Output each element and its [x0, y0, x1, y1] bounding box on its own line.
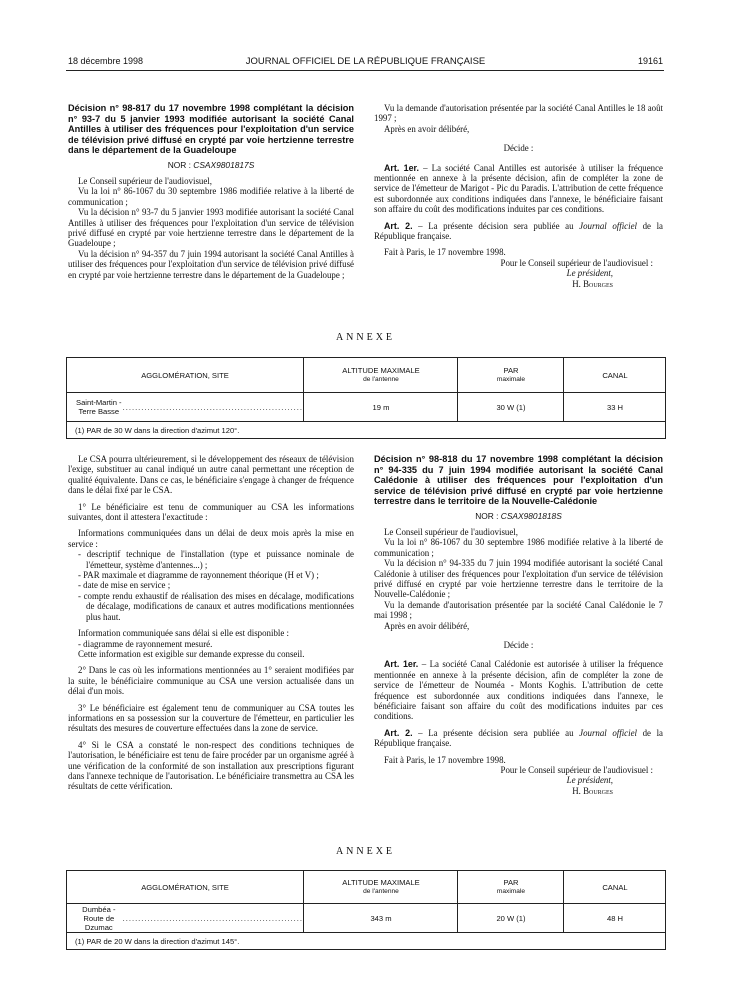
decision-2-article-1: Art. 1er. – La société Canal Calédonie est autorisée à utiliser la fréquence mentionnée en annexe à la présente décision, afin de compléter la zone de service de l'émetteur de Nouméa - Monts Koghis. L'attribution de cette fréquence est subordonnée aux conditions indiquées dans l'annexe, le bénéficiaire faisant son affaire du coût des modifications induites par ces conditions. — [374, 659, 663, 722]
annexe-1-header-row — [67, 358, 665, 393]
annexe-2-heading: ANNEXE — [335, 846, 396, 857]
header-page-number: 19161 — [637, 56, 663, 66]
decision-1-para: Vu la loi n° 86-1067 du 30 septembre 1986 modifiée relative à la liberté de communication ; — [68, 186, 354, 207]
decision-1-signature: Pour le Conseil supérieur de l'audiovisuel : Le président, H. Bourges — [500, 257, 653, 289]
annexe-1-note-row — [67, 422, 665, 438]
page-header — [68, 56, 663, 70]
annexe-2-note: (1) PAR de 20 W dans la direction d'azimut 145°. — [75, 936, 240, 946]
header-journal-title: JOURNAL OFFICIEL DE LA RÉPUBLIQUE FRANÇAISE — [245, 56, 486, 67]
condition-list-item: - descriptif technique de l'installation (type et puissance nominale de l'émetteur, système d'antennes...) ; — [78, 549, 354, 570]
cell-par: 20 W (1) — [457, 904, 564, 932]
col-header-canal: CANAL — [563, 358, 666, 392]
condition-list-item: - PAR maximale et diagramme de rayonnement théorique (H et V) ; — [78, 570, 319, 581]
decision-1-para: Vu la demande d'autorisation présentée par la société Canal Antilles le 18 août 1997 ; — [374, 103, 663, 124]
decision-1-article-2: Art. 2. – La présente décision sera publiée au Journal officiel de la République française. — [374, 220, 663, 242]
decision-1-para: Après en avoir délibéré, — [384, 123, 470, 134]
decision-2-title: Décision n° 98-818 du 17 novembre 1998 complétant la décision n° 94-335 du 7 juin 1994 modifiée autorisant la société Canal Calédonie à utiliser des fréquences pour l'exploitation d'un service de télévision privé diffusé en crypté par voie hertzienne terrestre dans le territoire de la Nouvelle-Calédonie — [374, 454, 663, 506]
decision-2-article-2: Art. 2. – La présente décision sera publiée au Journal officiel de la République française. — [374, 727, 663, 749]
condition-para: Informations communiquées dans un délai de deux mois après la mise en service : — [68, 528, 354, 549]
col-header-par: PAR maximale — [457, 871, 564, 903]
annexe-1-data-row — [67, 393, 665, 422]
cell-canal: 48 H — [563, 904, 666, 932]
col-header-altitude: ALTITUDE MAXIMALE de l'antenne — [303, 358, 458, 392]
decision-2-decide: Décide : — [503, 639, 534, 650]
cell-canal: 33 H — [563, 393, 666, 421]
annexe-2-data-row — [67, 904, 665, 933]
cell-altitude: 343 m — [303, 904, 458, 932]
cell-site: Dumbéa - Route de Dzumac .......................................................... — [82, 904, 303, 932]
annexe-2-table — [66, 870, 666, 950]
decision-2-para: Vu la demande d'autorisation présentée par la société Canal Calédonie le 7 mai 1998 ; — [374, 599, 663, 621]
annexe-1-note: (1) PAR de 30 W dans la direction d'azimut 120°. — [75, 425, 240, 435]
cell-site: Saint-Martin - Terre Basse .......................................................... — [76, 398, 303, 416]
decision-1-para: Vu la décision n° 94-357 du 7 juin 1994 autorisant la société Canal Antilles à utiliser des fréquences pour l'exploitation d'un service de télévision privé diffusé en crypté par voie hertzienne terrestre dans le département de la Guadeloupe ; — [68, 248, 354, 280]
decision-2-para: Après en avoir délibéré, — [384, 620, 470, 631]
decision-1-right-column — [374, 103, 663, 289]
annexe-1-heading: ANNEXE — [335, 332, 396, 343]
header-rule — [66, 70, 664, 71]
condition-para: 3° Le bénéficiaire est également tenu de communiquer au CSA toutes les informations en sa possession sur la couverture de l'émetteur, en particulier les résultats des mesures de couverture effectuées dans la zone de service. — [68, 702, 354, 734]
decision-2-nor: NOR : CSAX9801818S — [475, 510, 562, 521]
col-header-altitude: ALTITUDE MAXIMALE de l'antenne — [303, 871, 458, 903]
decision-2-nor-code: CSAX9801818S — [500, 510, 562, 521]
col-header-par: PAR maximale — [457, 358, 564, 392]
condition-para: Cette information est exigible sur demande expresse du conseil. — [78, 648, 305, 659]
col-header-site: AGGLOMÉRATION, SITE — [141, 370, 229, 380]
condition-list-item: - diagramme de rayonnement mesuré. — [78, 638, 213, 649]
header-date: 18 décembre 1998 — [68, 56, 144, 66]
condition-para: 4° Si le CSA a constaté le non-respect des conditions techniques de l'autorisation, le bénéficiaire est tenu de faire procéder par un organisme agréé à une vérification de la conformité de son installation aux prescriptions figurant dans l'annexe technique de l'autorisation. Le bénéficiaire transmettra au CSA les résultats de cette vérification. — [68, 739, 354, 792]
decision-2-para: Le Conseil supérieur de l'audiovisuel, — [384, 526, 518, 537]
decision-1-nor-code: CSAX9801817S — [193, 159, 255, 170]
decision-1-done: Fait à Paris, le 17 novembre 1998. — [384, 247, 506, 258]
condition-list-item: - date de mise en service ; — [78, 580, 171, 591]
condition-para: Le CSA pourra ultérieurement, si le développement des réseaux de télévision l'exige, substituer au canal indiqué un autre canal permettant une réception de qualité équivalente. Dans ce cas, le bénéficiaire s'engage à changer de fréquence dans le délai fixé par le CSA. — [68, 454, 354, 496]
decision-1-left-column — [68, 103, 354, 280]
decision-1-para: Le Conseil supérieur de l'audiovisuel, — [78, 175, 212, 186]
decision-2-signature: Pour le Conseil supérieur de l'audiovisuel : Le président, H. Bourges — [500, 765, 653, 796]
cell-altitude: 19 m — [303, 393, 458, 421]
condition-list-item: - compte rendu exhaustif de réalisation des mises en décalage, modifications de décalage, modifications de canaux et autres modifications mentionnées plus haut. — [78, 590, 354, 622]
conditions-column — [68, 454, 354, 792]
condition-para: 2° Dans le cas où les informations mentionnées au 1° seraient modifiées par la suite, le bénéficiaire communique au CSA une version actualisée dans un délai d'un mois. — [68, 665, 354, 697]
cell-par: 30 W (1) — [457, 393, 564, 421]
condition-para: 1° Le bénéficiaire est tenu de communiquer au CSA les informations suivantes, dont il attestera l'exactitude : — [68, 501, 354, 523]
annexe-1-table — [66, 357, 666, 439]
decision-2-para: Vu la décision n° 94-335 du 7 juin 1994 modifiée autorisant la société Canal Calédonie à utiliser des fréquences pour l'exploitation d'un service de télévision privé diffusé en crypté par voie hertzienne terrestre dans le territoire de la Nouvelle-Calédonie ; — [374, 558, 663, 600]
decision-1-title: Décision n° 98-817 du 17 novembre 1998 complétant la décision n° 93-7 du 5 janvier 1993 modifiée autorisant la société Canal Antilles à utiliser des fréquences pour l'exploitation d'un service de télévision privé diffusé en crypté par voie hertzienne terrestre dans le département de la Guadeloupe — [68, 103, 354, 155]
decision-1-nor: NOR : CSAX9801817S — [167, 159, 255, 170]
decision-1-para: Vu la décision n° 93-7 du 5 janvier 1993 modifiée autorisant la société Canal Antilles à utiliser des fréquences pour l'exploitation d'un service de télévision privé diffusé en crypté par voie hertzienne terrestre dans le département de la Guadeloupe ; — [68, 207, 354, 249]
col-header-canal: CANAL — [563, 871, 666, 903]
decision-1-article-1: Art. 1er. – La société Canal Antilles est autorisée à utiliser la fréquence mentionnée en annexe à la présente décision, afin de compléter la zone de service de l'émetteur de Marigot - Pic du Paradis. L'attribution de cette fréquence est subordonnée aux conditions indiquées dans l'annexe, le bénéficiaire faisant son affaire du coût des modifications induites par ces conditions. — [374, 162, 663, 215]
decision-2-para: Vu la loi n° 86-1067 du 30 septembre 1986 modifiée relative à la liberté de communication ; — [374, 537, 663, 558]
annexe-2-note-row — [67, 933, 665, 949]
decision-2-column — [374, 454, 663, 796]
annexe-2-header-row — [67, 871, 665, 904]
decision-2-done: Fait à Paris, le 17 novembre 1998. — [384, 754, 506, 765]
col-header-site: AGGLOMÉRATION, SITE — [141, 882, 229, 892]
decision-1-decide: Décide : — [503, 143, 534, 154]
condition-para: Information communiquée sans délai si elle est disponible : — [78, 628, 289, 639]
